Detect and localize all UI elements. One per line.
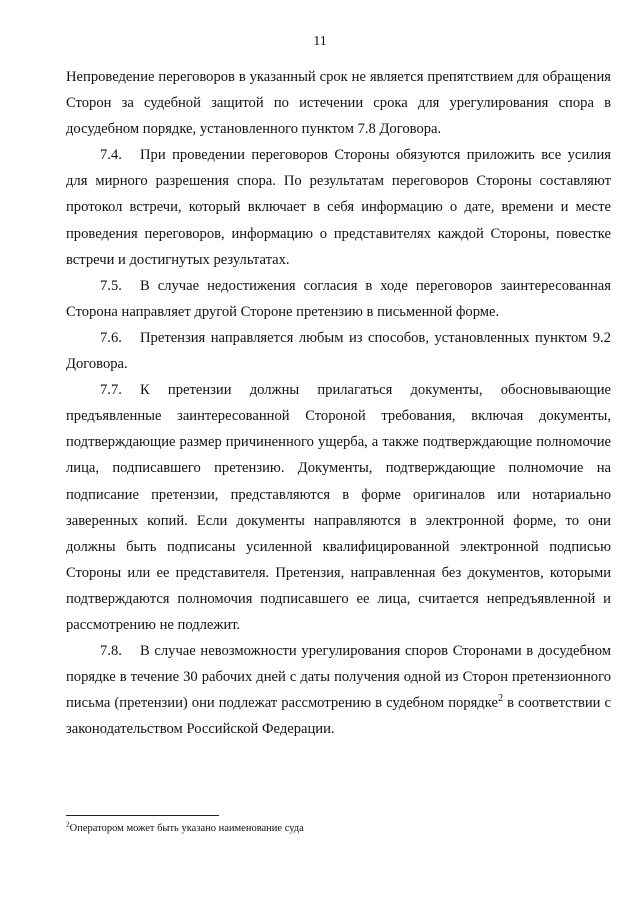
paragraph-7-5	[66, 273, 611, 325]
paragraph-text: Претензия направляется любым из способов, установленных пунктом 9.2 Договора.	[66, 329, 611, 373]
paragraph-text: В случае недостижения согласия в ходе переговоров заинтересованная Сторона направляет другой Стороне претензию в письменной форме.	[66, 277, 611, 320]
paragraph-7-6	[66, 325, 611, 377]
footnote-separator	[66, 815, 219, 816]
paragraph-7-7	[66, 377, 611, 638]
paragraph-number: 7.6.	[100, 329, 122, 346]
paragraph-number: 7.4.	[100, 147, 122, 164]
paragraph-text: Непроведение переговоров в указанный срок не является препятствием для обращения Сторон за судебной защитой по истечении срока для урегулирования спора в досудебном порядке, установленного пунктом 7.8 Договора.	[66, 69, 611, 138]
page-number: 11	[313, 34, 327, 49]
paragraph-number: 7.8.	[100, 643, 122, 660]
paragraph-7-4	[66, 142, 611, 272]
paragraph-number: 7.7.	[100, 382, 122, 399]
paragraph-7-8	[66, 638, 611, 742]
paragraph-intro	[66, 64, 611, 142]
paragraph-number: 7.5.	[100, 277, 122, 294]
document-body	[66, 64, 611, 742]
paragraph-text-continued: в соответствии с законодательством Российской Федерации.	[66, 695, 612, 738]
footnote	[66, 819, 611, 836]
footnote-text: Оператором может быть указано наименование суда	[69, 823, 304, 834]
paragraph-text: В случае невозможности урегулирования споров Сторонами в досудебном порядке в течение 30 рабочих дней с даты получения одной из Сторон претензионного письма (претензии) они подлежат рассмотрению в судебном порядке	[66, 643, 611, 712]
footnote-reference[interactable]: 2	[497, 693, 504, 705]
footnote-mark: 2	[66, 819, 70, 829]
paragraph-text: При проведении переговоров Стороны обязуются приложить все усилия для мирного разрешения спора. По результатам переговоров Стороны составляют протокол встречи, который включает в себя информацию о дате, времени и месте проведения переговоров, информацию о представителях каждой Стороны, повестке встречи и достигнутых результатах.	[66, 147, 611, 268]
paragraph-text: К претензии должны прилагаться документы, обосновывающие предъявленные заинтересованной Стороной требования, включая документы, подтверждающие размер причиненного ущерба, а также подтверждающие полномочие лица, подписавшего претензию. Документы, подтверждающие полномочие на подписание претензии, представляются в форме оригиналов или нотариально заверенных копий. Если документы направляются в электронной форме, то они должны быть подписаны усиленной квалифицированной электронной подписью Стороны или ее представителя. Претензия, направленная без документов, которыми подтверждаются полномочия подписавшего ее лица, считается непредъявленной и рассмотрению не подлежит.	[66, 382, 611, 633]
